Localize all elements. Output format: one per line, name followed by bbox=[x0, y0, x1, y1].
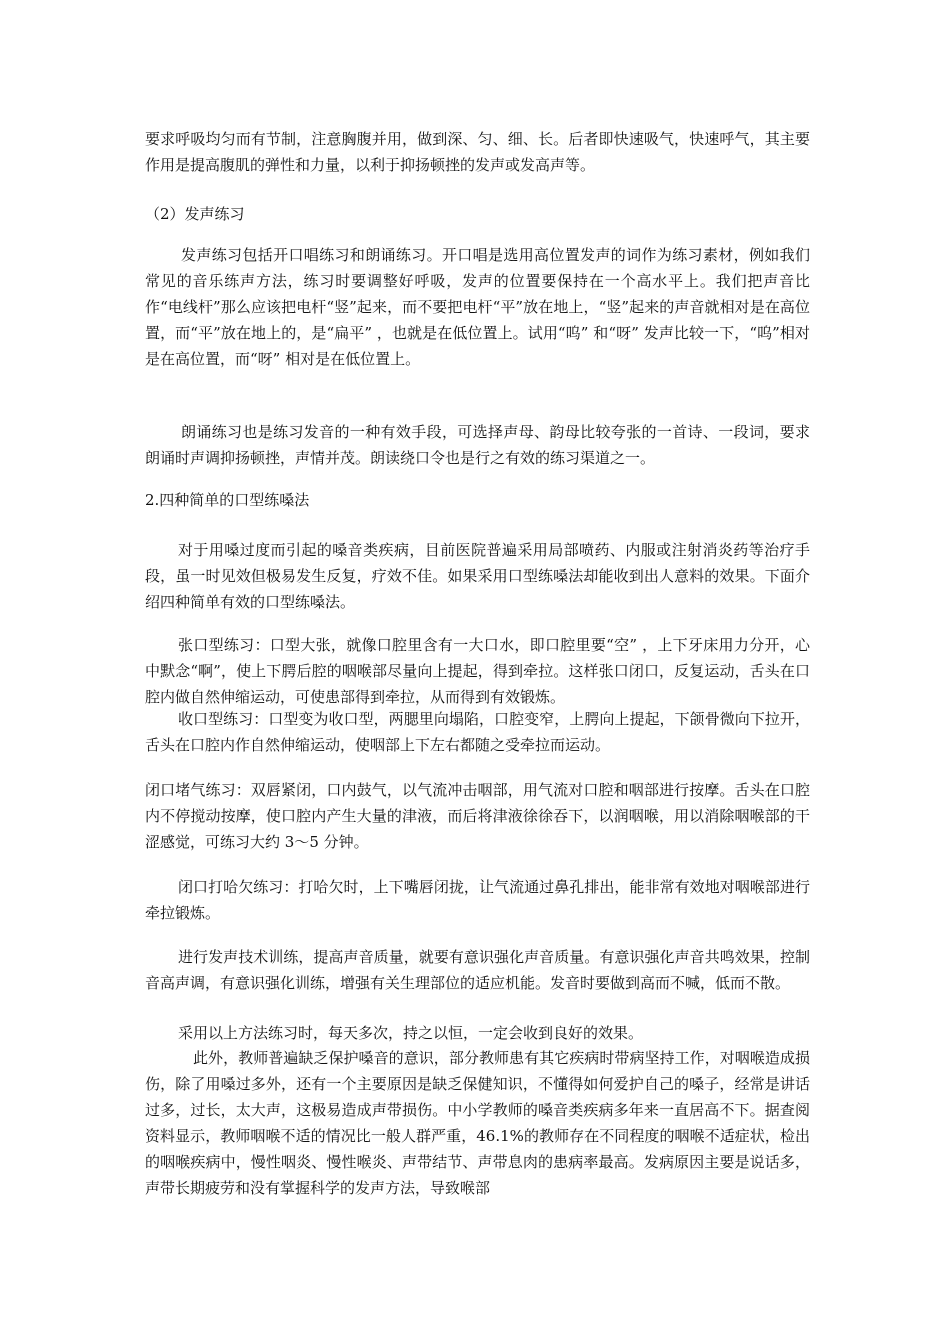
paragraph-recitation: 朗诵练习也是练习发音的一种有效手段，可选择声母、韵母比较夸张的一首诗、一段词，要求朗诵时声调抑扬顿挫，声情并茂。朗读绕口令也是行之有效的练习渠道之一。 bbox=[145, 423, 810, 467]
paragraph-teacher-voice-health: 此外，教师普遍缺乏保护嗓音的意识，部分教师患有其它疾病时带病坚持工作，对咽喉造成损伤，除了用嗓过多外，还有一个主要原因是缺乏保健知识，不懂得如何爱护自己的嗓子，经常是讲话过多，过长，太大声，这极易造成声带损伤。中小学教师的嗓音类疾病多年来一直居高不下。据查阅资料显示，教师咽喉不适的情况比一般人群严重，46.1%的教师存在不同程度的咽喉不适症状，检出的咽喉疾病中，慢性咽炎、慢性喉炎、声带结节、声带息肉的患病率最高。发病原因主要是说话多，声带长期疲劳和没有掌握科学的发声方法，导致喉部 bbox=[145, 1049, 810, 1197]
paragraph-yawn-exercise: 闭口打哈欠练习：打哈欠时，上下嘴唇闭拢，让气流通过鼻孔排出，能非常有效地对咽喉部进行牵拉锻炼。 bbox=[145, 878, 810, 922]
paragraph-open-mouth-exercise: 张口型练习：口型大张，就像口腔里含有一大口水，即口腔里要“空” ，上下牙床用力分开，心中默念“啊”，使上下腭后腔的咽喉部尽量向上提起，得到牵拉。这样张口闭口，反复运动，舌头在口腔内做自然伸缩运动，可使患部得到牵拉，从而得到有效锻炼。 bbox=[145, 636, 810, 706]
paragraph-closing-mouth-exercise: 收口型练习：口型变为收口型，两腮里向塌陷，口腔变窄，上腭向上提起，下颌骨微向下拉开，舌头在口腔内作自然伸缩运动，使咽部上下左右都随之受牵拉而运动。 bbox=[145, 710, 810, 754]
paragraph-daily-practice: 采用以上方法练习时，每天多次，持之以恒，一定会收到良好的效果。 bbox=[178, 1024, 644, 1042]
heading-four-mouth-methods: 2.四种简单的口型练嗓法 bbox=[145, 491, 310, 509]
paragraph-voice-training: 进行发声技术训练，提高声音质量，就要有意识强化声音质量。有意识强化声音共鸣效果，控制音高声调，有意识强化训练，增强有关生理部位的适应机能。发音时要做到高而不喊，低而不散。 bbox=[145, 948, 810, 992]
paragraph-breathing-summary: 要求呼吸均匀而有节制，注意胸腹并用，做到深、匀、细、长。后者即快速吸气，快速呼气，其主要作用是提高腹肌的弹性和力量，以利于抑扬顿挫的发声或发高声等。 bbox=[145, 130, 810, 174]
paragraph-closed-mouth-air-exercise: 闭口堵气练习：双唇紧闭，口内鼓气，以气流冲击咽部，用气流对口腔和咽部进行按摩。舌头在口腔内不停搅动按摩，使口腔内产生大量的津液，而后将津液徐徐吞下，以润咽喉，用以消除咽喉部的干涩感觉，可练习大约 3～5 分钟。 bbox=[145, 781, 810, 851]
paragraph-vocalization: 发声练习包括开口唱练习和朗诵练习。开口唱是选用高位置发声的词作为练习素材，例如我们常见的音乐练声方法，练习时要调整好呼吸，发声的位置要保持在一个高水平上。我们把声音比作“电线杆”那么应该把电杆“竖”起来，而不要把电杆“平”放在地上，“竖”起来的声音就相对是在高位置，而“平”放在地上的，是“扁平” ，也就是在低位置上。试用“呜” 和“呀” 发声比较一下，“呜”相对是在高位置，而“呀” 相对是在低位置上。 bbox=[145, 246, 810, 368]
heading-vocalization-practice: （2）发声练习 bbox=[145, 205, 245, 223]
paragraph-mouth-method-intro: 对于用嗓过度而引起的嗓音类疾病，目前医院普遍采用局部喷药、内服或注射消炎药等治疗手段，虽一时见效但极易发生反复，疗效不佳。如果采用口型练嗓法却能收到出人意料的效果。下面介绍四种简单有效的口型练嗓法。 bbox=[145, 541, 810, 611]
